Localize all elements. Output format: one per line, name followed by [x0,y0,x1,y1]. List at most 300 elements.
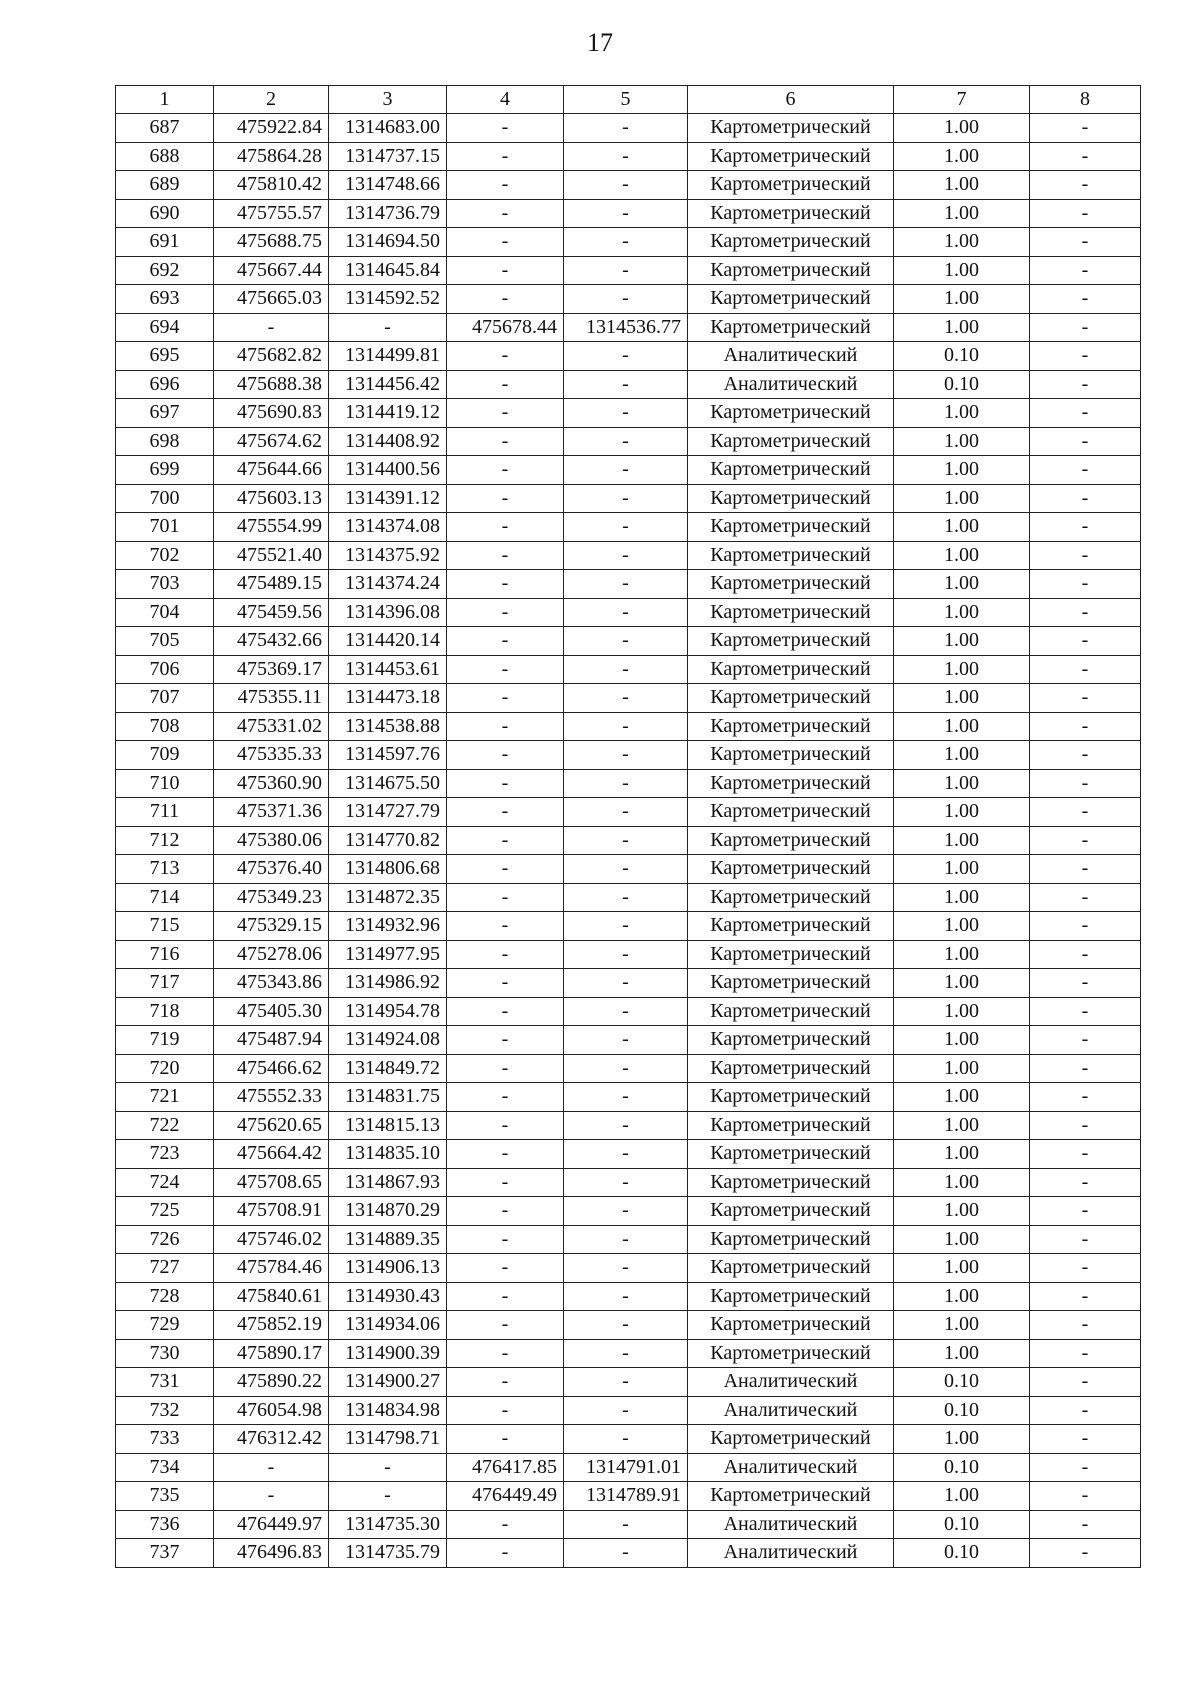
table-cell: - [564,1168,688,1197]
table-cell: - [564,684,688,713]
table-cell: 1.00 [894,427,1030,456]
table-cell: 1314683.00 [329,114,447,143]
table-row [116,456,1141,485]
table-cell: - [564,370,688,399]
table-cell: - [447,142,564,171]
table-cell: 708 [116,712,214,741]
table-cell: 1.00 [894,798,1030,827]
table-row [116,1111,1141,1140]
table-cell: 1.00 [894,1197,1030,1226]
table-cell: 1314748.66 [329,171,447,200]
table-cell: - [447,798,564,827]
table-cell: 731 [116,1368,214,1397]
table-cell: 1314419.12 [329,399,447,428]
table-cell: 1314834.98 [329,1396,447,1425]
table-cell: - [1030,855,1141,884]
table-cell: 1314806.68 [329,855,447,884]
table-cell: - [564,570,688,599]
table-row [116,484,1141,513]
table-cell: 1.00 [894,741,1030,770]
table-cell: - [447,741,564,770]
table-row [116,655,1141,684]
table-cell: 699 [116,456,214,485]
table-cell: 697 [116,399,214,428]
table-cell: 1314597.76 [329,741,447,770]
table-cell: 1.00 [894,1054,1030,1083]
table-cell: 475620.65 [214,1111,329,1140]
table-cell: - [1030,1054,1141,1083]
table-cell: - [564,114,688,143]
table-cell: 475380.06 [214,826,329,855]
table-cell: 0.10 [894,1539,1030,1568]
table-cell: 475521.40 [214,541,329,570]
table-cell: - [447,1510,564,1539]
table-cell: - [1030,142,1141,171]
table-cell: Картометрический [688,1282,894,1311]
table-row [116,826,1141,855]
table-cell: 713 [116,855,214,884]
table-cell: - [447,655,564,684]
table-row [116,1425,1141,1454]
table-cell: - [1030,1140,1141,1169]
table-cell: - [447,883,564,912]
table-cell: - [1030,1083,1141,1112]
table-row [116,256,1141,285]
table-cell: - [564,142,688,171]
table-cell: 1.00 [894,940,1030,969]
table-cell: Картометрический [688,798,894,827]
table-cell: - [564,1026,688,1055]
table-cell: 1.00 [894,1026,1030,1055]
table-cell: Картометрический [688,427,894,456]
table-cell: 1314815.13 [329,1111,447,1140]
coordinates-table [115,85,1141,1568]
table-cell: 1.00 [894,883,1030,912]
table-cell: - [564,1282,688,1311]
table-cell: Картометрический [688,712,894,741]
table-cell: 694 [116,313,214,342]
table-cell: 1.00 [894,114,1030,143]
column-header: 4 [447,86,564,114]
table-cell: 1.00 [894,399,1030,428]
table-cell: 475369.17 [214,655,329,684]
table-cell: 1314831.75 [329,1083,447,1112]
table-cell: Картометрический [688,228,894,257]
table-cell: - [447,1282,564,1311]
table-cell: - [1030,114,1141,143]
table-cell: - [1030,912,1141,941]
table-cell: 1.00 [894,1083,1030,1112]
table-cell: 1314930.43 [329,1282,447,1311]
table-cell: - [564,1054,688,1083]
table-row [116,342,1141,371]
table-cell: Картометрический [688,598,894,627]
table-cell: - [1030,769,1141,798]
table-row [116,1482,1141,1511]
table-cell: - [447,199,564,228]
table-cell: - [564,655,688,684]
table-cell: - [447,427,564,456]
table-cell: - [564,1140,688,1169]
table-cell: 1.00 [894,570,1030,599]
table-cell: - [447,684,564,713]
table-cell: - [447,399,564,428]
table-cell: - [447,598,564,627]
table-row [116,883,1141,912]
table-cell: - [1030,228,1141,257]
table-cell: 1314900.39 [329,1339,447,1368]
table-cell: 1314727.79 [329,798,447,827]
table-cell: - [564,969,688,998]
table-cell: - [1030,399,1141,428]
table-cell: - [447,1054,564,1083]
table-cell: 693 [116,285,214,314]
table-cell: - [564,285,688,314]
table-cell: - [447,1197,564,1226]
table-cell: Аналитический [688,370,894,399]
table-cell: 475432.66 [214,627,329,656]
column-header: 3 [329,86,447,114]
table-cell: - [214,1482,329,1511]
table-cell: - [564,171,688,200]
table-cell: 1314694.50 [329,228,447,257]
table-cell: - [1030,1225,1141,1254]
table-cell: - [1030,1539,1141,1568]
table-cell: 1.00 [894,285,1030,314]
table-cell: 1.00 [894,1111,1030,1140]
table-cell: - [1030,627,1141,656]
table-cell: Картометрический [688,1197,894,1226]
table-cell: Картометрический [688,1083,894,1112]
table-cell: 475746.02 [214,1225,329,1254]
table-cell: 475349.23 [214,883,329,912]
table-cell: 0.10 [894,1368,1030,1397]
table-cell: - [447,256,564,285]
column-header: 1 [116,86,214,114]
table-cell: 701 [116,513,214,542]
table-cell: Картометрический [688,1111,894,1140]
table-cell: - [1030,1168,1141,1197]
table-row [116,712,1141,741]
table-cell: - [447,1140,564,1169]
table-row [116,1083,1141,1112]
table-cell: 1314735.30 [329,1510,447,1539]
table-cell: - [447,1225,564,1254]
table-cell: 723 [116,1140,214,1169]
table-cell: 1314675.50 [329,769,447,798]
table-cell: 475784.46 [214,1254,329,1283]
table-cell: Картометрический [688,741,894,770]
table-cell: - [447,484,564,513]
table-cell: 475890.17 [214,1339,329,1368]
table-cell: 475489.15 [214,570,329,599]
table-cell: 475852.19 [214,1311,329,1340]
table-cell: - [447,826,564,855]
table-cell: 714 [116,883,214,912]
table-cell: - [564,798,688,827]
table-cell: - [447,1083,564,1112]
table-cell: - [1030,1425,1141,1454]
table-cell: 475552.33 [214,1083,329,1112]
table-cell: - [1030,427,1141,456]
table-cell: 696 [116,370,214,399]
table-cell: 475360.90 [214,769,329,798]
table-cell: - [447,1168,564,1197]
table-cell: - [447,541,564,570]
table-cell: 1314889.35 [329,1225,447,1254]
table-cell: 0.10 [894,370,1030,399]
table-cell: 729 [116,1311,214,1340]
table-cell: 695 [116,342,214,371]
table-cell: 1314737.15 [329,142,447,171]
table-row [116,997,1141,1026]
table-cell: Картометрический [688,1254,894,1283]
table-cell: 1314791.01 [564,1453,688,1482]
table-cell: - [564,1225,688,1254]
table-cell: - [1030,313,1141,342]
table-cell: Картометрический [688,940,894,969]
table-cell: 717 [116,969,214,998]
table-header-row [116,86,1141,114]
table-cell: 1.00 [894,1311,1030,1340]
table-cell: 1314798.71 [329,1425,447,1454]
table-cell: 475343.86 [214,969,329,998]
table-cell: - [564,712,688,741]
table-cell: 734 [116,1453,214,1482]
table-cell: 0.10 [894,1396,1030,1425]
table-cell: 707 [116,684,214,713]
table-cell: 475335.33 [214,741,329,770]
table-cell: 1.00 [894,598,1030,627]
table-cell: 1.00 [894,684,1030,713]
table-cell: 475459.56 [214,598,329,627]
table-cell: 1314391.12 [329,484,447,513]
table-cell: Картометрический [688,142,894,171]
table-cell: 1314932.96 [329,912,447,941]
table-cell: - [1030,1368,1141,1397]
table-cell: 1314536.77 [564,313,688,342]
table-cell: 721 [116,1083,214,1112]
table-cell: - [447,1254,564,1283]
table-cell: Картометрический [688,1054,894,1083]
table-cell: - [1030,1254,1141,1283]
table-cell: Картометрический [688,199,894,228]
table-cell: - [1030,883,1141,912]
table-cell: - [447,1368,564,1397]
table-cell: 733 [116,1425,214,1454]
table-cell: 1314592.52 [329,285,447,314]
column-header: 8 [1030,86,1141,114]
table-cell: 1314736.79 [329,199,447,228]
table-cell: - [329,1482,447,1511]
table-cell: 1314400.56 [329,456,447,485]
table-cell: - [447,712,564,741]
table-row [116,1140,1141,1169]
table-cell: 475922.84 [214,114,329,143]
table-cell: Картометрический [688,997,894,1026]
table-row [116,1282,1141,1311]
table-row [116,313,1141,342]
table-row [116,1168,1141,1197]
table-cell: 475644.66 [214,456,329,485]
table-cell: 0.10 [894,1510,1030,1539]
table-cell: - [564,1339,688,1368]
table-cell: - [1030,1026,1141,1055]
table-cell: - [1030,513,1141,542]
table-cell: 689 [116,171,214,200]
table-cell: 1.00 [894,228,1030,257]
table-cell: 1.00 [894,484,1030,513]
table-cell: 691 [116,228,214,257]
table-cell: - [1030,684,1141,713]
page-number: 17 [587,28,613,57]
table-cell: 1.00 [894,1282,1030,1311]
table-row [116,741,1141,770]
table-cell: 1314408.92 [329,427,447,456]
table-cell: 719 [116,1026,214,1055]
table-cell: - [447,1339,564,1368]
column-header: 7 [894,86,1030,114]
table-cell: - [564,1311,688,1340]
table-cell: 1314934.06 [329,1311,447,1340]
table-cell: 1.00 [894,142,1030,171]
table-cell: 1.00 [894,513,1030,542]
table-cell: - [564,541,688,570]
table-cell: 735 [116,1482,214,1511]
table-cell: - [447,1111,564,1140]
table-cell: - [1030,1482,1141,1511]
table-cell: Картометрический [688,1225,894,1254]
table-cell: Картометрический [688,313,894,342]
table-cell: - [1030,1339,1141,1368]
table-cell: 1.00 [894,997,1030,1026]
table-cell: 1314849.72 [329,1054,447,1083]
table-row [116,684,1141,713]
table-cell: 698 [116,427,214,456]
table-cell: 711 [116,798,214,827]
table-cell: 710 [116,769,214,798]
table-row [116,598,1141,627]
table-cell: 0.10 [894,1453,1030,1482]
table-cell: 475376.40 [214,855,329,884]
table-cell: - [1030,826,1141,855]
table-cell: 716 [116,940,214,969]
table-cell: - [447,513,564,542]
table-cell: Аналитический [688,1368,894,1397]
table-cell: - [564,342,688,371]
table-cell: Аналитический [688,1453,894,1482]
table-row [116,969,1141,998]
table-cell: 1314374.08 [329,513,447,542]
table-cell: - [1030,1510,1141,1539]
table-cell: Картометрический [688,114,894,143]
table-cell: 728 [116,1282,214,1311]
table-cell: - [1030,484,1141,513]
table-cell: 475329.15 [214,912,329,941]
table-row [116,570,1141,599]
table-cell: Картометрический [688,855,894,884]
table-row [116,798,1141,827]
table-cell: - [1030,199,1141,228]
table-cell: 720 [116,1054,214,1083]
table-cell: 476312.42 [214,1425,329,1454]
table-cell: Картометрический [688,541,894,570]
table-cell: - [214,1453,329,1482]
table-cell: 1.00 [894,655,1030,684]
table-cell: 1314770.82 [329,826,447,855]
table-cell: - [1030,370,1141,399]
table-row [116,1311,1141,1340]
table-row [116,855,1141,884]
table-cell: 722 [116,1111,214,1140]
table-row [116,1539,1141,1568]
table-cell: Картометрический [688,1482,894,1511]
table-cell: 1314867.93 [329,1168,447,1197]
table-cell: - [564,427,688,456]
table-cell: 703 [116,570,214,599]
table-cell: 724 [116,1168,214,1197]
table-cell: 476054.98 [214,1396,329,1425]
table-cell: - [447,1539,564,1568]
table-cell: - [564,1197,688,1226]
table-cell: - [447,997,564,1026]
table-cell: Картометрический [688,399,894,428]
table-cell: - [564,513,688,542]
table-cell: 1314735.79 [329,1539,447,1568]
table-cell: - [564,484,688,513]
table-cell: 687 [116,114,214,143]
table-cell: - [447,1026,564,1055]
table-cell: 737 [116,1539,214,1568]
table-cell: - [1030,456,1141,485]
table-cell: 1.00 [894,912,1030,941]
table-cell: 475466.62 [214,1054,329,1083]
table-cell: - [1030,598,1141,627]
table-cell: 475674.62 [214,427,329,456]
table-row [116,912,1141,941]
table-cell: 715 [116,912,214,941]
table-cell: Картометрический [688,285,894,314]
table-cell: 476449.49 [447,1482,564,1511]
table-cell: - [564,1396,688,1425]
table-cell: - [1030,997,1141,1026]
table-cell: 1314986.92 [329,969,447,998]
table-cell: 1314420.14 [329,627,447,656]
table-cell: Картометрический [688,684,894,713]
table-row [116,370,1141,399]
table-cell: 1.00 [894,969,1030,998]
table-cell: 475708.91 [214,1197,329,1226]
table-cell: - [564,1539,688,1568]
table-cell: - [447,171,564,200]
table-cell: 1.00 [894,1168,1030,1197]
table-row [116,769,1141,798]
table-cell: 475355.11 [214,684,329,713]
table-cell: 706 [116,655,214,684]
table-cell: 1314835.10 [329,1140,447,1169]
table-cell: - [1030,171,1141,200]
table-cell: 736 [116,1510,214,1539]
table-cell: 702 [116,541,214,570]
table-cell: Картометрический [688,655,894,684]
table-cell: 1314473.18 [329,684,447,713]
table-cell: 732 [116,1396,214,1425]
table-cell: 1.00 [894,826,1030,855]
table-cell: - [564,883,688,912]
table-cell: 727 [116,1254,214,1283]
table-cell: 1.00 [894,855,1030,884]
table-cell: 709 [116,741,214,770]
